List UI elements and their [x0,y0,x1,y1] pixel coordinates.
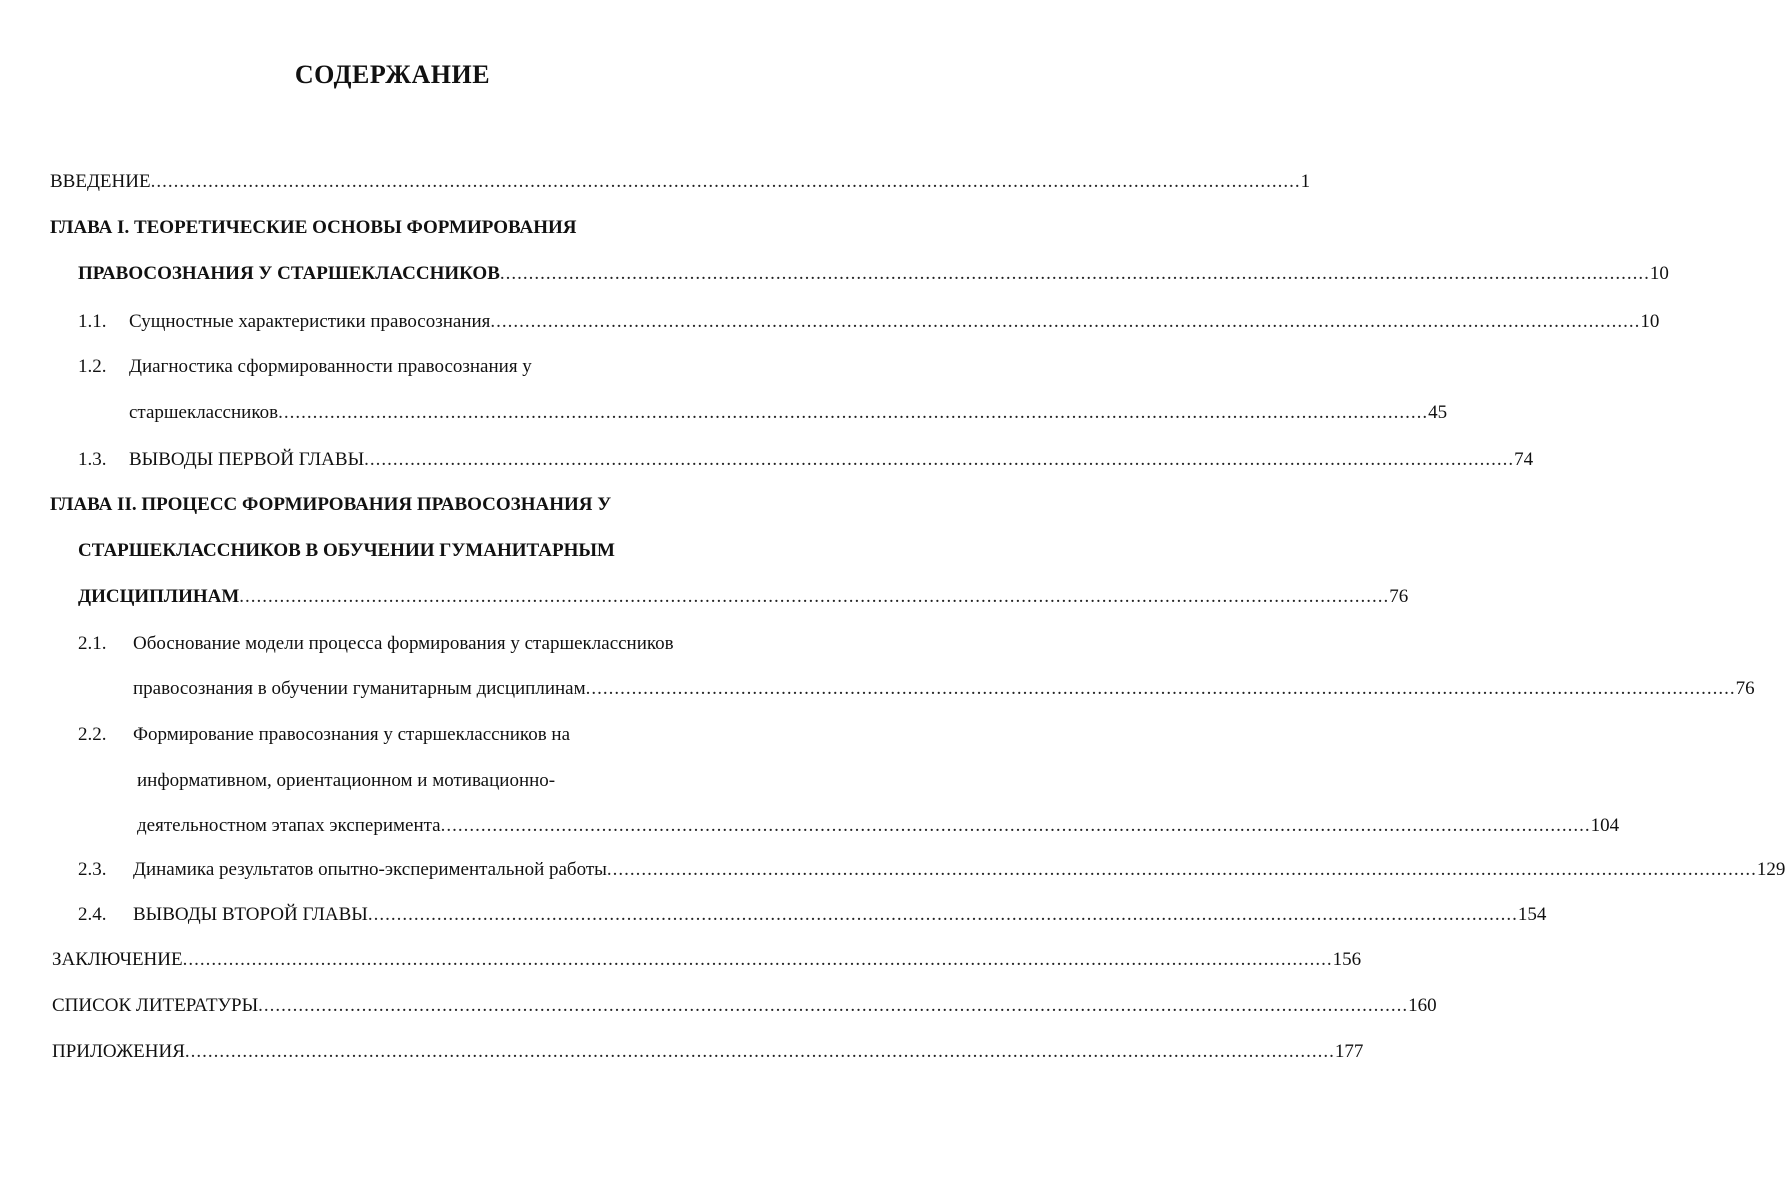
leader-dots [490,310,1640,334]
toc-entry-2-1-line1 [78,632,748,656]
leader-dots [258,994,1408,1018]
leader-dots [607,858,1757,882]
toc-page-number: 10 [1640,311,1660,332]
toc-entry-1-2 [129,401,1448,425]
section-number: 2.2. [78,724,107,745]
leader-dots [185,1040,1335,1064]
toc-entry-2-2-line2: информативном, ориентационном и мотивационно- [137,770,556,791]
section-number: 1.3. [78,449,107,470]
toc-entry-chapter-1 [78,262,1669,286]
section-number: 2.1. [78,633,107,654]
section-number: 2.3. [78,859,107,880]
toc-entry-text: Сущностные характеристики правосознания [129,311,491,332]
toc-entry-chapter-2 [78,585,1409,609]
leader-dots [364,448,1514,472]
toc-entry-text: Динамика результатов опытно-экспериментальной работы [133,859,607,880]
leader-dots [586,677,1736,701]
toc-page-number: 129 [1756,859,1785,880]
toc-entry-text: старшеклассников [129,402,279,423]
toc-entry-intro [50,170,1311,194]
toc-entry-text: деятельностном этапах эксперимента [137,815,441,836]
toc-entry-appendices [52,1040,1364,1064]
toc-entry-2-1 [133,677,1755,701]
toc-page-number: 160 [1408,995,1437,1016]
toc-entry-1-2-line1 [78,355,746,379]
toc-page-number: 177 [1334,1041,1364,1062]
toc-page-number: 10 [1649,263,1669,284]
toc-entry-text: Обоснование модели процесса формирования у старшеклассников [133,633,674,654]
toc-page-number: 154 [1517,904,1547,925]
toc-page-number: 156 [1332,949,1362,970]
toc-entry-conclusion [52,948,1362,972]
leader-dots [500,262,1650,286]
toc-entry-text: ВВЕДЕНИЕ [50,171,151,192]
section-number: 1.2. [78,356,107,377]
toc-chapter-1-line1: ГЛАВА I. ТЕОРЕТИЧЕСКИЕ ОСНОВЫ ФОРМИРОВАНИЯ [50,217,577,238]
toc-page-number: 76 [1389,586,1409,607]
toc-entry-text: ДИСЦИПЛИНАМ [78,586,240,607]
toc-entry-text: ВЫВОДЫ ПЕРВОЙ ГЛАВЫ [129,449,365,470]
leader-dots [441,814,1591,838]
toc-entry-text: СПИСОК ЛИТЕРАТУРЫ [52,995,259,1016]
toc-page-number: 76 [1735,678,1755,699]
leader-dots [239,585,1389,609]
toc-entry-text: ПРИЛОЖЕНИЯ [52,1041,185,1062]
toc-page-number: 104 [1590,815,1620,836]
toc-entry-text: правосознания в обучении гуманитарным дисциплинам [133,678,586,699]
section-number: 1.1. [78,311,107,332]
leader-dots [183,948,1333,972]
toc-entry-text: ПРАВОСОЗНАНИЯ У СТАРШЕКЛАССНИКОВ [78,263,500,284]
toc-entry-2-2-line1 [78,723,748,747]
toc-entry-1-3 [78,448,1534,472]
toc-chapter-2-line2: СТАРШЕКЛАССНИКОВ В ОБУЧЕНИИ ГУМАНИТАРНЫМ [78,540,615,561]
toc-entry-text: Формирование правосознания у старшеклассников на [133,724,571,745]
leader-dots [278,401,1428,425]
toc-entry-2-4 [78,903,1547,927]
toc-entry-1-1 [78,310,1660,334]
toc-entry-text: ЗАКЛЮЧЕНИЕ [52,949,183,970]
toc-page-number: 1 [1300,171,1311,192]
toc-entry-text: Диагностика сформированности правосознания у [129,356,532,377]
leader-dots [368,903,1518,927]
toc-chapter-2-line1: ГЛАВА II. ПРОЦЕСС ФОРМИРОВАНИЯ ПРАВОСОЗНАНИЯ У [50,494,612,515]
page-title: СОДЕРЖАНИЕ [294,60,491,89]
toc-entry-2-2 [137,814,1620,838]
toc-entry-2-3 [78,858,1785,882]
toc-entry-text: ВЫВОДЫ ВТОРОЙ ГЛАВЫ [133,904,368,925]
leader-dots [151,170,1301,194]
toc-page-number: 45 [1428,402,1448,423]
section-number: 2.4. [78,904,107,925]
toc-entry-literature [52,994,1437,1018]
toc-page-number: 74 [1514,449,1534,470]
